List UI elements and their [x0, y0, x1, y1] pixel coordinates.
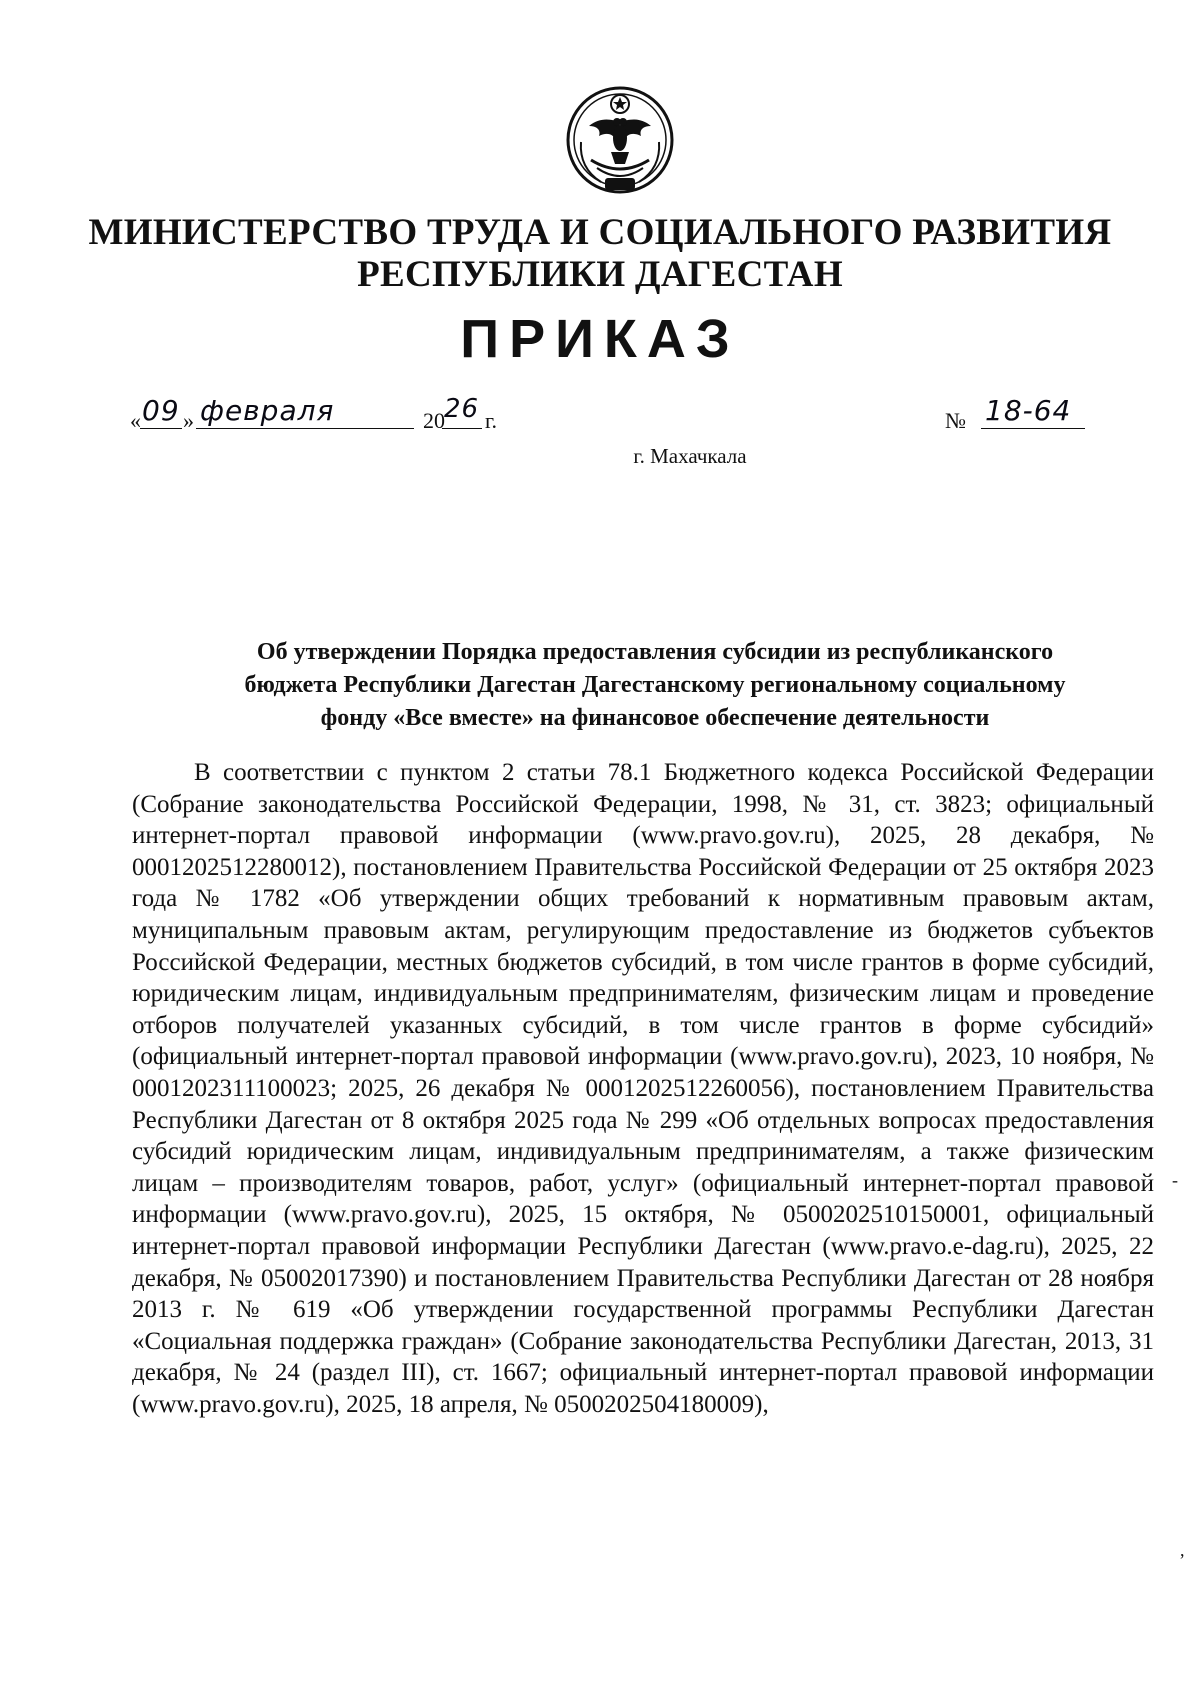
order-number [945, 394, 1125, 438]
number-label: № [945, 408, 966, 433]
dagestan-coat-of-arms-icon [561, 82, 679, 202]
year-unit: г. [485, 408, 498, 433]
day-underline [140, 428, 182, 429]
year-suffix: 26 [444, 394, 480, 424]
order-number-value: 18-64 [985, 394, 1072, 427]
document-type-title: ПРИКАЗ [460, 309, 740, 369]
subject-line-3: фонду «Все вместе» на финансовое обеспечение деятельности [320, 705, 990, 731]
preamble-paragraph: В соответствии с пунктом 2 статьи 78.1 Бюджетного кодекса Российской Федерации (Собрание законодательства Российской Федерации, 1998, № 31, ст. 3823; официальный интернет-портал правовой информации (www.pravo.gov.ru), 2025, 28 декабря, № 0001202512280012), постановлением Правительства Российской Федерации от 25 октября 2023 года № 1782 «Об утверждении общих требований к нормативным правовым актам, муниципальным правовым актам, регулирующим предоставление из бюджетов субъектов Российской Федерации, местных бюджетов субсидий, в том числе грантов в форме субсидий, юридическим лицам, индивидуальным предпринимателям, физическим лицам и проведение отборов получателей указанных субсидий, в том числе грантов в форме субсидий» (официальный интернет-портал правовой информации (www.pravo.gov.ru), 2023, 10 ноября, № 0001202311100023; 2025, 26 декабря № 0001202512260056), постановлением Правительства Республики Дагестан от 8 октября 2025 года № 299 «Об отдельных вопросах предоставления субсидий юридическим лицам, индивидуальным предпринимателям, а также физическим лицам – производителям товаров, работ, услуг» (официальный интернет-портал правовой информации (www.pravo.gov.ru), 2025, 15 октября, № 0500202510150001, официальный интернет-портал правовой информации Республики Дагестан (www.pravo.e-dag.ru), 2025, 22 декабря, № 05002017390) и постановлением Правительства Республики Дагестан от 28 ноября 2013 г. № 619 «Об утверждении государственной программы Республики Дагестан «Социальная поддержка граждан» (Собрание законодательства Республики Дагестан, 2013, 31 декабря, № 24 (раздел III), ст. 1667; официальный интернет-портал правовой информации (www.pravo.gov.ru), 2025, 18 апреля, № 0500202504180009), [132, 759, 1154, 1418]
city: г. Махачкала [633, 444, 747, 468]
subject-line-1: Об утверждении Порядка предоставления субсидии из республиканского [256, 639, 1054, 665]
emblem [561, 82, 679, 202]
ministry-line-2: РЕСПУБЛИКИ ДАГЕСТАН [357, 254, 843, 295]
scan-mark: , [1180, 1540, 1185, 1560]
scan-mark: - [1172, 1170, 1178, 1190]
year-prefix: 20 [423, 408, 445, 433]
month-underline [196, 428, 414, 429]
ministry-line-1: МИНИСТЕРСТВО ТРУДА И СОЦИАЛЬНОГО РАЗВИТИЯ [88, 212, 1112, 253]
open-quote: « [130, 408, 141, 433]
ministry-name [0, 212, 1200, 296]
date-day: 09 [142, 394, 180, 427]
number-underline [981, 428, 1085, 429]
order-subject [160, 636, 1150, 735]
date-month: февраля [200, 394, 335, 427]
year-underline [442, 428, 482, 429]
close-quote: » [183, 408, 194, 433]
date-line [130, 394, 550, 438]
subject-line-2: бюджета Республики Дагестан Дагестанскому региональному социальному [244, 672, 1066, 698]
